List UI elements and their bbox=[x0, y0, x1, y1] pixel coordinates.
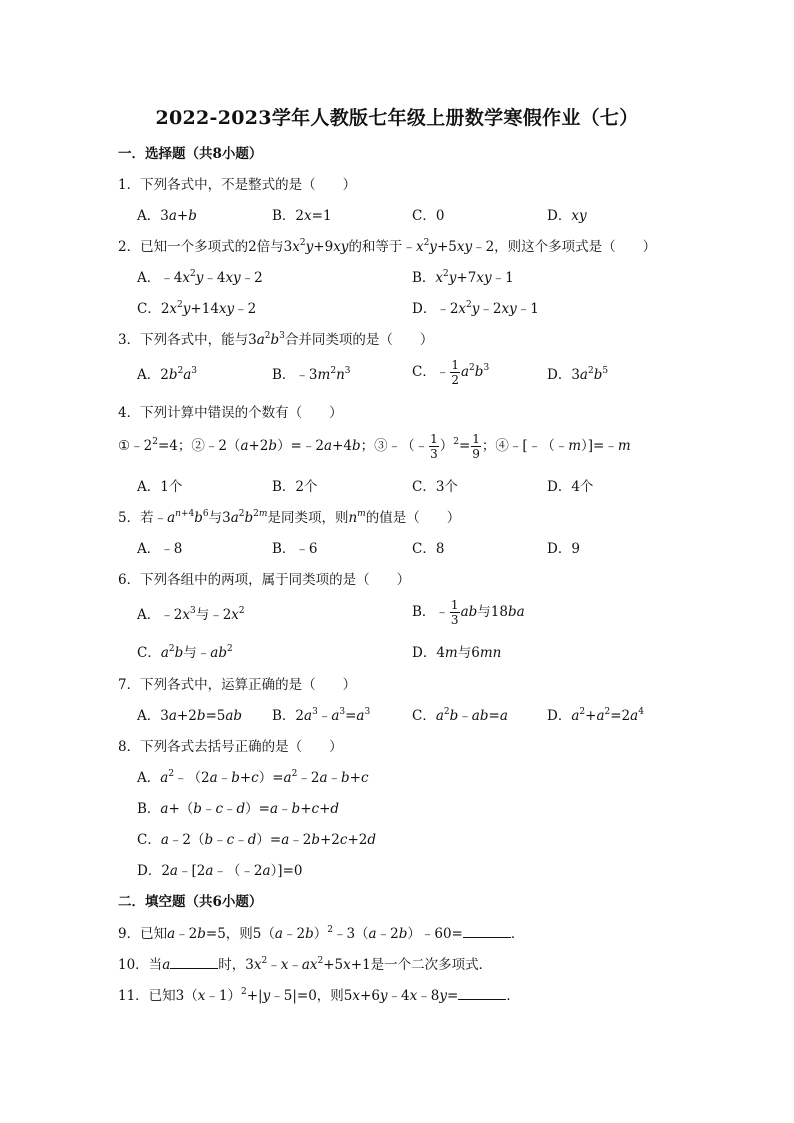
question-1-option-d: D．xy bbox=[547, 208, 587, 224]
question-1-stem: 1．下列各式中，不是整式的是（ ） bbox=[118, 177, 357, 193]
question-8-option-b: B．a+（b﹣c﹣d）=a﹣b+c+d bbox=[137, 801, 340, 817]
answer-blank[interactable] bbox=[170, 956, 218, 969]
question-10: 10．当a 时，$3x^2﹣x﹣ax^2+5x+1$是一个二次多项式． bbox=[118, 956, 493, 973]
question-3-option-c: C．﹣ $\frac{1}{2}$ $a^2b^3$ bbox=[412, 358, 490, 387]
question-8-option-d: D．2a﹣[2a﹣（﹣2a）]=0 bbox=[137, 863, 303, 879]
question-2-option-b: B．$x^2y+7xy﹣1$ bbox=[412, 269, 514, 286]
question-4-option-d: D．4个 bbox=[547, 479, 594, 495]
question-7-option-d: D．$a^2+a^2=2a^4$ bbox=[547, 707, 644, 724]
question-2-stem: 2．已知一个多项式的2倍与$3x^2y+9xy$的和等于$﹣x^2y+5xy﹣2$，则这个多项式是（ ） bbox=[118, 238, 657, 255]
question-2-option-a: A．$﹣4x^2y﹣4xy﹣2$ bbox=[137, 269, 263, 286]
question-4-option-a: A．1个 bbox=[137, 479, 183, 495]
question-5-option-d: D．9 bbox=[547, 541, 580, 557]
fraction-one-half: $\frac{1}{2}$ bbox=[451, 358, 459, 387]
question-6-option-d: D．4m与6mn bbox=[412, 645, 502, 661]
question-5-option-b: B．﹣6 bbox=[272, 541, 318, 557]
question-1-option-b: B．2x=1 bbox=[272, 208, 332, 224]
question-6-option-a: A．$﹣2x^3$与$﹣2x^2$ bbox=[137, 606, 245, 623]
question-2-option-d: D．$﹣2x^2y﹣2xy﹣1$ bbox=[412, 300, 539, 317]
question-4-expression: $①﹣2^2=4$；②﹣2（a+2b）=﹣2a+4b；③﹣（﹣ $\frac{1}{3}$ ）$^2$= $\frac{1}{9}$ ；④﹣[﹣（﹣m）]=﹣m bbox=[118, 432, 631, 461]
question-2-option-c: C．$2x^2y+14xy﹣2$ bbox=[137, 300, 257, 317]
question-7-option-c: C．$a^2b﹣ab=a$ bbox=[412, 707, 508, 724]
question-6-option-c: C．$a^2b$与$﹣ab^2$ bbox=[137, 644, 233, 661]
answer-blank[interactable] bbox=[463, 925, 511, 938]
answer-blank[interactable] bbox=[458, 987, 506, 1000]
question-3-option-d: D．$3a^2b^5$ bbox=[547, 366, 609, 383]
question-7-option-a: A．3a+2b=5ab bbox=[137, 708, 243, 724]
question-11: 11．已知3（x﹣1）$^2$+|y﹣5|=0，则5x+6y﹣4x﹣8y= ． bbox=[118, 987, 520, 1004]
question-8-stem: 8．下列各式去括号正确的是（ ） bbox=[118, 739, 343, 755]
question-1-option-a: A．3a+b bbox=[137, 208, 197, 224]
question-3-stem: 3．下列各式中，能与$3a^2b^3$合并同类项的是（ ） bbox=[118, 331, 434, 348]
question-6-option-b: B．﹣ $\frac{1}{3}$ ab与18ba bbox=[412, 598, 525, 627]
section-heading-choice: 一．选择题（共8小题） bbox=[118, 146, 263, 162]
question-7-stem: 7．下列各式中，运算正确的是（ ） bbox=[118, 677, 357, 693]
question-6-stem: 6．下列各组中的两项，属于同类项的是（ ） bbox=[118, 572, 411, 588]
question-4-stem: 4．下列计算中错误的个数有（ ） bbox=[118, 405, 343, 421]
fraction-one-ninth: $\frac{1}{9}$ bbox=[472, 432, 480, 461]
question-8-option-c: C．a﹣2（b﹣c﹣d）=a﹣2b+2c+2d bbox=[137, 832, 377, 848]
section-heading-fill: 二．填空题（共6小题） bbox=[118, 894, 263, 910]
page-title: 2022-2023学年人教版七年级上册数学寒假作业（七） bbox=[155, 107, 639, 129]
question-7-option-b: B．$2a^3﹣a^3=a^3$ bbox=[272, 707, 371, 724]
question-3-option-a: A．$2b^2a^3$ bbox=[137, 366, 198, 383]
question-8-option-a: A．$a^2﹣(2a﹣b+c)=a^2﹣2a﹣b+c$ bbox=[137, 769, 369, 786]
fraction-one-third: $\frac{1}{3}$ bbox=[430, 432, 438, 461]
question-1-option-c: C．0 bbox=[412, 208, 445, 224]
question-4-option-b: B．2个 bbox=[272, 479, 318, 495]
question-5-option-c: C．8 bbox=[412, 541, 445, 557]
question-5-option-a: A．﹣8 bbox=[137, 541, 183, 557]
question-3-option-b: B．$﹣3m^2n^3$ bbox=[272, 366, 351, 383]
question-5-stem: 5．若$﹣a^{n+4}b^6$与$3a^2b^{2m}$是同类项，则$n^m$的值是（ ） bbox=[118, 509, 461, 526]
question-4-option-c: C．3个 bbox=[412, 479, 458, 495]
fraction-one-third: $\frac{1}{3}$ bbox=[450, 598, 459, 627]
question-9: 9．已知a﹣2b=5，则5（a﹣2b）$^2$﹣3（a﹣2b）﹣60= ． bbox=[118, 925, 525, 942]
